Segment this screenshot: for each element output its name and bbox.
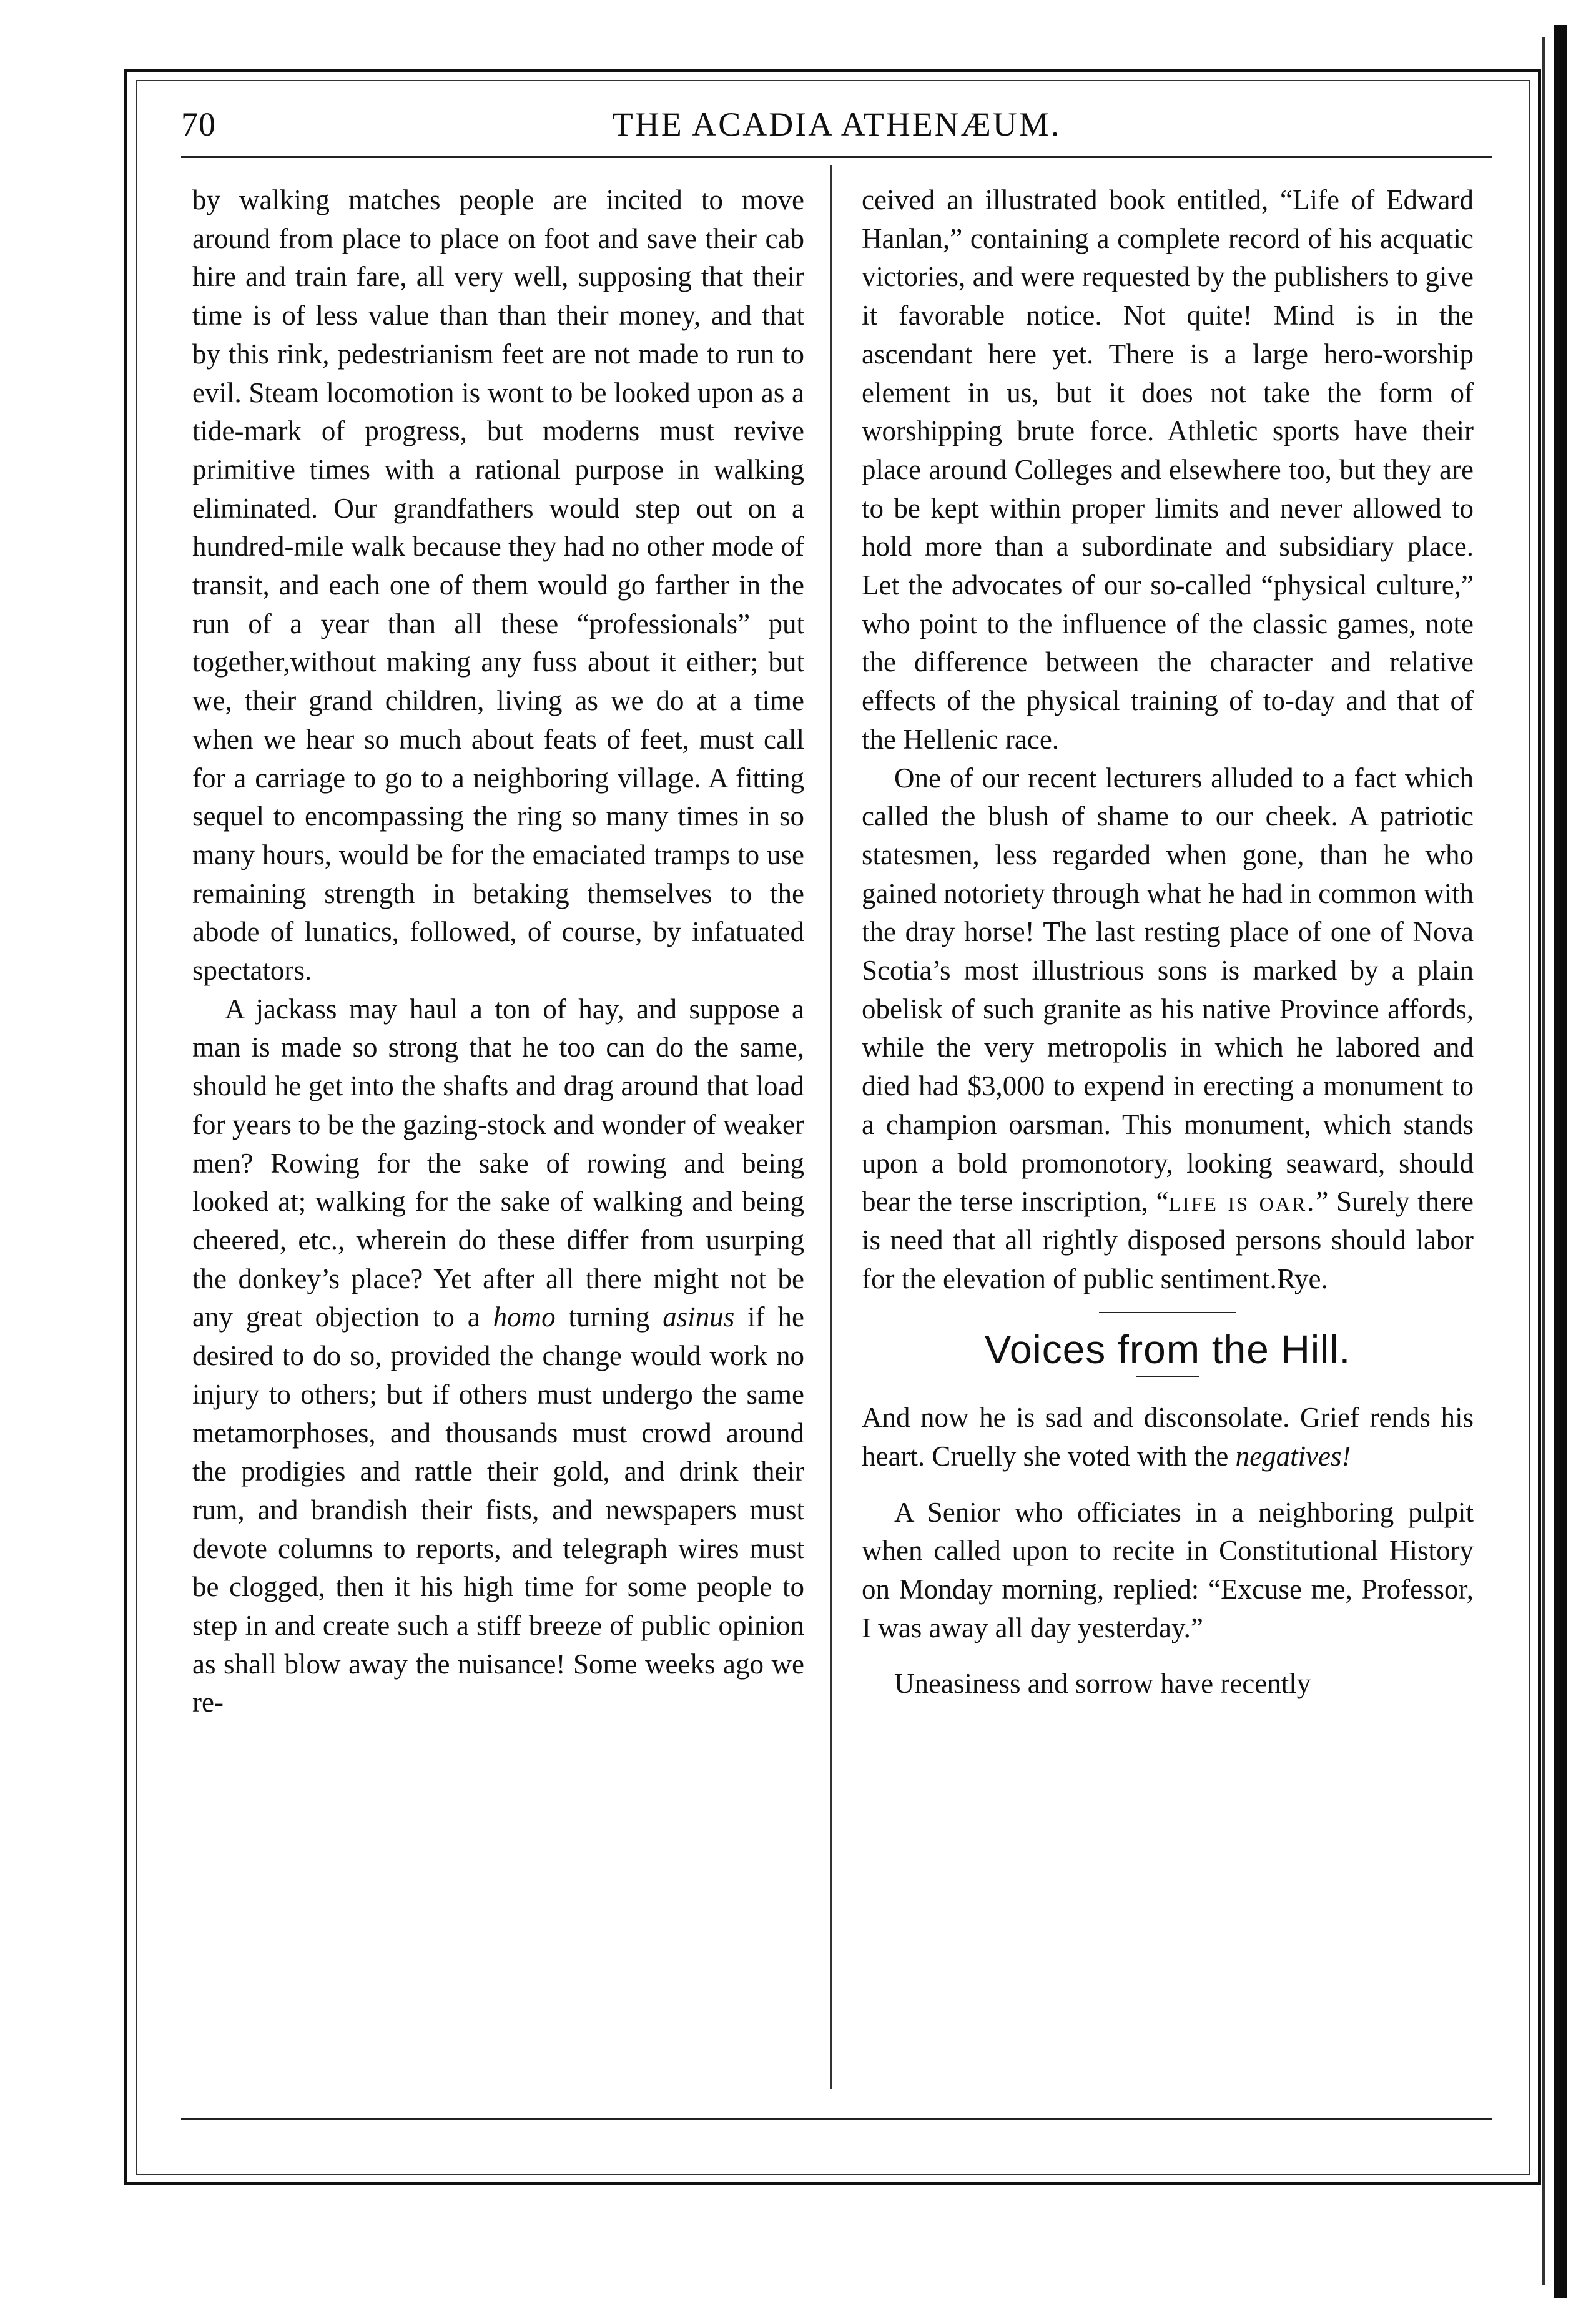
section-title: Voices from the Hill. bbox=[984, 1327, 1351, 1372]
left-paragraph-1: by walking matches people are incited to move around from place to place on foot and save their cab hire and train fare, all very well, supposing that their time is of less value than than their money, and that by this rink, pedestrianism feet are not made to run to evil. Steam locomotion is wont to be looked upon as a tide-mark of progress, but moderns must revive primitive times with a rational purpose in walking eliminated. Our grandfathers would step out on a hundred-mile walk because they had no other mode of transit, and each one of them would go farther in the run of a year than all these “professionals” put together,without making any fuss about it either; but we, their grand children, living as we do at a time when we hear so much about feats of feet, must call for a carriage to go to a neighboring village. A fitting sequel to encompassing the ring so many times in so many hours, would be for the emaciated tramps to use remaining strength in betaking themselves to the abode of lunatics, followed, of course, by infatuated spectators. bbox=[192, 184, 804, 987]
right-paragraph-2-text-a: One of our recent lecturers alluded to a fact which called the blush of shame to our cheek. A patriotic statesmen, less regarded when gone, than he who gained notoriety through what he had in common with the dray horse! The last resting place of one of Nova Scotia’s most illustrious sons is marked by a plain obelisk of such granite as his native Province affords, while the very metropolis in which he labored and died had $3,000 to expend in erecting a monument to a champion oarsman. This monument, which stands upon a bold promonotory, looking seaward, should bear the terse inscription, “ bbox=[862, 762, 1474, 1218]
asinus-word: asinus bbox=[663, 1301, 735, 1333]
running-title: THE ACADIA ATHENÆUM. bbox=[612, 106, 1062, 143]
left-paragraph-2-text-a: A jackass may haul a ton of hay, and suppose a man is made so strong that he too can do the same, should he get into the shafts and drag around that load for years to be the gazing-stock and wonder of weaker men? Rowing for the sake of rowing and being looked at; walking for the sake of walking and being cheered, etc., wherein do these differ from usurping the donkey’s place? Yet after all there might not be any great objection to a bbox=[192, 993, 804, 1333]
page-number: 70 bbox=[181, 106, 216, 143]
section-separator bbox=[1099, 1312, 1236, 1313]
right-paragraph-1: ceived an illustrated book entitled, “Life of Edward Hanlan,” containing a complete record of his acquatic victories, and were requested by the publishers to give it favorable notice. Not quite! Mind is in the ascendant here yet. There is a large hero-worship element in us, but it does not take the form of worshipping brute force. Athletic sports have their place around Colleges and elsewhere too, but they are to be kept within proper limits and never allowed to hold more than a subordinate and subsidiary place. Let the advocates of our so-called “physical culture,” who point to the influence of the classic games, note the difference between the character and relative effects of the physical training of to-day and that of the Hellenic race. bbox=[862, 184, 1474, 755]
voices-item-2: A Senior who officiates in a neighboring pulpit when called upon to recite in Constitutional History on Monday morning, replied: “Excuse me, Professor, I was away all day yesterday.” bbox=[862, 1496, 1474, 1643]
left-column bbox=[192, 181, 804, 1722]
left-paragraph-2-text-b: turning bbox=[555, 1301, 663, 1333]
homo-word: homo bbox=[493, 1301, 556, 1333]
column-divider bbox=[830, 165, 832, 2089]
voices-item-1 bbox=[862, 1399, 1474, 1476]
bottom-rule bbox=[181, 2118, 1492, 2120]
right-paragraph-2 bbox=[862, 759, 1474, 1299]
header-rule bbox=[181, 156, 1492, 158]
voices-item-1-text: And now he is sad and disconsolate. Grief rends his heart. Cruelly she voted with the bbox=[862, 1402, 1474, 1472]
inscription-text: life is oar. bbox=[1168, 1186, 1316, 1218]
right-column bbox=[862, 181, 1474, 1703]
binding-edge bbox=[1554, 25, 1567, 2298]
binding-edge-line bbox=[1542, 37, 1545, 2285]
left-paragraph-2-text-c: if he desired to do so, provided the change would work no injury to others; but if others must undergo the same metamorphoses, and thousands must crowd around the prodigies and rattle their gold, and drink their rum, and brandish their fists, and newspapers must devote columns to reports, and telegraph wires must be clogged, then it his high time for some people to step in and create such a stiff breeze of public opinion as shall blow away the nuisance! Some weeks ago we re- bbox=[192, 1301, 804, 1718]
page-header bbox=[181, 105, 1492, 161]
title-underline bbox=[1136, 1376, 1199, 1377]
author-signature: Rye. bbox=[1276, 1263, 1328, 1294]
voices-item-3: Uneasiness and sorrow have recently bbox=[894, 1668, 1311, 1700]
right-paragraph-2-text-b: ” Surely there is need that all rightly disposed persons should labor for the elevation of public sentiment. bbox=[862, 1186, 1474, 1294]
left-paragraph-2 bbox=[192, 990, 804, 1722]
negatives-word: negatives! bbox=[1235, 1440, 1351, 1472]
